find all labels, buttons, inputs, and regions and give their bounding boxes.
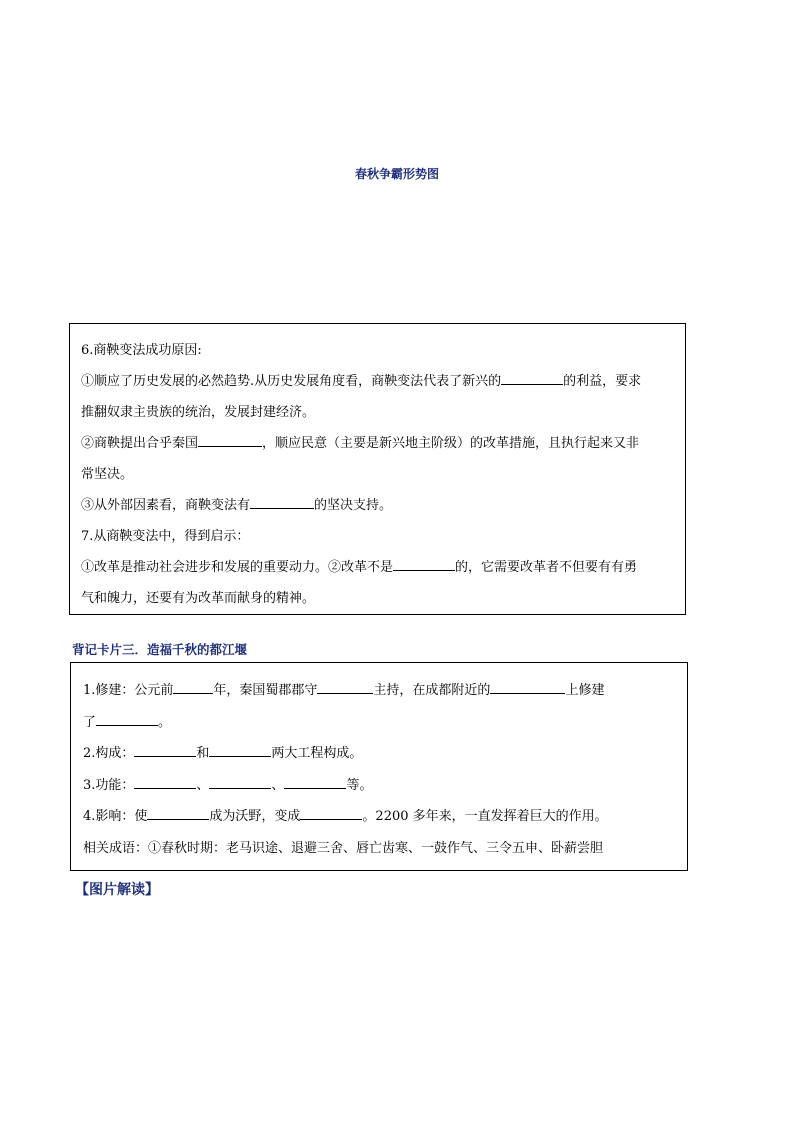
idioms-line: 相关成语：①春秋时期：老马识途、退避三舍、唇亡齿寒、一鼓作气、三令五申、卧薪尝胆 [83, 840, 604, 856]
reason-2-text-b: ，顺应民意（主要是新兴地主阶级）的改革措施，且执行起来又非 [262, 436, 640, 451]
insight-1 [81, 552, 675, 583]
fill-blank[interactable] [173, 679, 213, 694]
card-three-heading: 背记卡片三．造福千秋的都江堰 [72, 642, 248, 657]
shang-yang-reform-box [69, 323, 686, 615]
reason-3-text-a: ③从外部因素看，商鞅变法有 [81, 498, 251, 513]
composition-text-c: 两大工程构成。 [271, 746, 363, 761]
reason-heading: 6.商鞅变法成功原因: [81, 343, 202, 358]
function-text-d: 等。 [346, 777, 373, 793]
fill-blank[interactable] [317, 679, 373, 694]
reason-1 [81, 366, 675, 397]
function-text-a: 3.功能： [83, 777, 135, 793]
construction-text-b: 年，秦国蜀郡郡守 [213, 683, 318, 698]
construction-cont-a: 了 [83, 714, 97, 730]
fill-blank[interactable] [300, 805, 362, 820]
fill-blank[interactable] [134, 742, 196, 757]
fill-blank[interactable] [490, 679, 565, 694]
composition-text-b: 和 [196, 746, 210, 761]
insight-heading: 7.从商鞅变法中，得到启示： [81, 529, 250, 544]
construction-text-d: 上修建 [565, 683, 605, 698]
picture-reading-heading: 【图片解读】 [75, 882, 159, 898]
function-sep-1: 、 [196, 777, 210, 793]
reason-1-cont: 推翻奴隶主贵族的统治，发展封建经济。 [81, 405, 316, 420]
dujiangyan-box [70, 662, 688, 871]
insight-1-cont: 气和魄力，还要有为改革而献身的精神。 [81, 591, 316, 606]
influence-text-c: 。2200 多年来，一直发挥着巨大的作用。 [362, 809, 608, 824]
reason-3 [81, 490, 675, 521]
construction-cont-b: 。 [158, 714, 172, 730]
reason-1-text-b: 的利益，要求 [563, 374, 642, 389]
construction-text-a: 1.修建：公元前 [83, 683, 174, 698]
reason-2 [81, 428, 675, 459]
fill-blank[interactable] [284, 774, 346, 789]
fill-blank[interactable] [134, 774, 196, 789]
function-line [83, 770, 677, 802]
insight-text-b: 的，它需要改革者不但要有有勇 [455, 560, 638, 575]
fill-blank[interactable] [96, 711, 158, 726]
map-caption: 春秋争霸形势图 [354, 167, 439, 181]
fill-blank[interactable] [501, 370, 563, 385]
fill-blank[interactable] [250, 494, 314, 509]
fill-blank[interactable] [209, 742, 271, 757]
reason-3-text-b: 的坚决支持。 [314, 498, 393, 513]
construction-line [83, 675, 677, 707]
influence-text-b: 成为沃野，变成 [209, 809, 301, 824]
influence-line [83, 801, 677, 833]
reason-2-cont: 常坚决。 [81, 467, 134, 482]
fill-blank[interactable] [147, 805, 209, 820]
composition-line [83, 738, 677, 770]
fill-blank[interactable] [198, 432, 262, 447]
composition-text-a: 2.构成： [83, 746, 135, 761]
insight-text-a: ①改革是推动社会进步和发展的重要动力。②改革不是 [81, 560, 394, 575]
fill-blank[interactable] [393, 556, 455, 571]
reason-1-text-a: ①顺应了历史发展的必然趋势.从历史发展角度看，商鞅变法代表了新兴的 [81, 374, 502, 389]
fill-blank[interactable] [209, 774, 271, 789]
influence-text-a: 4.影响：使 [83, 809, 148, 824]
construction-cont [83, 707, 677, 739]
function-sep-2: 、 [271, 777, 285, 793]
construction-text-c: 主持，在成都附近的 [373, 683, 491, 698]
reason-2-text-a: ②商鞅提出合乎秦国 [81, 436, 199, 451]
